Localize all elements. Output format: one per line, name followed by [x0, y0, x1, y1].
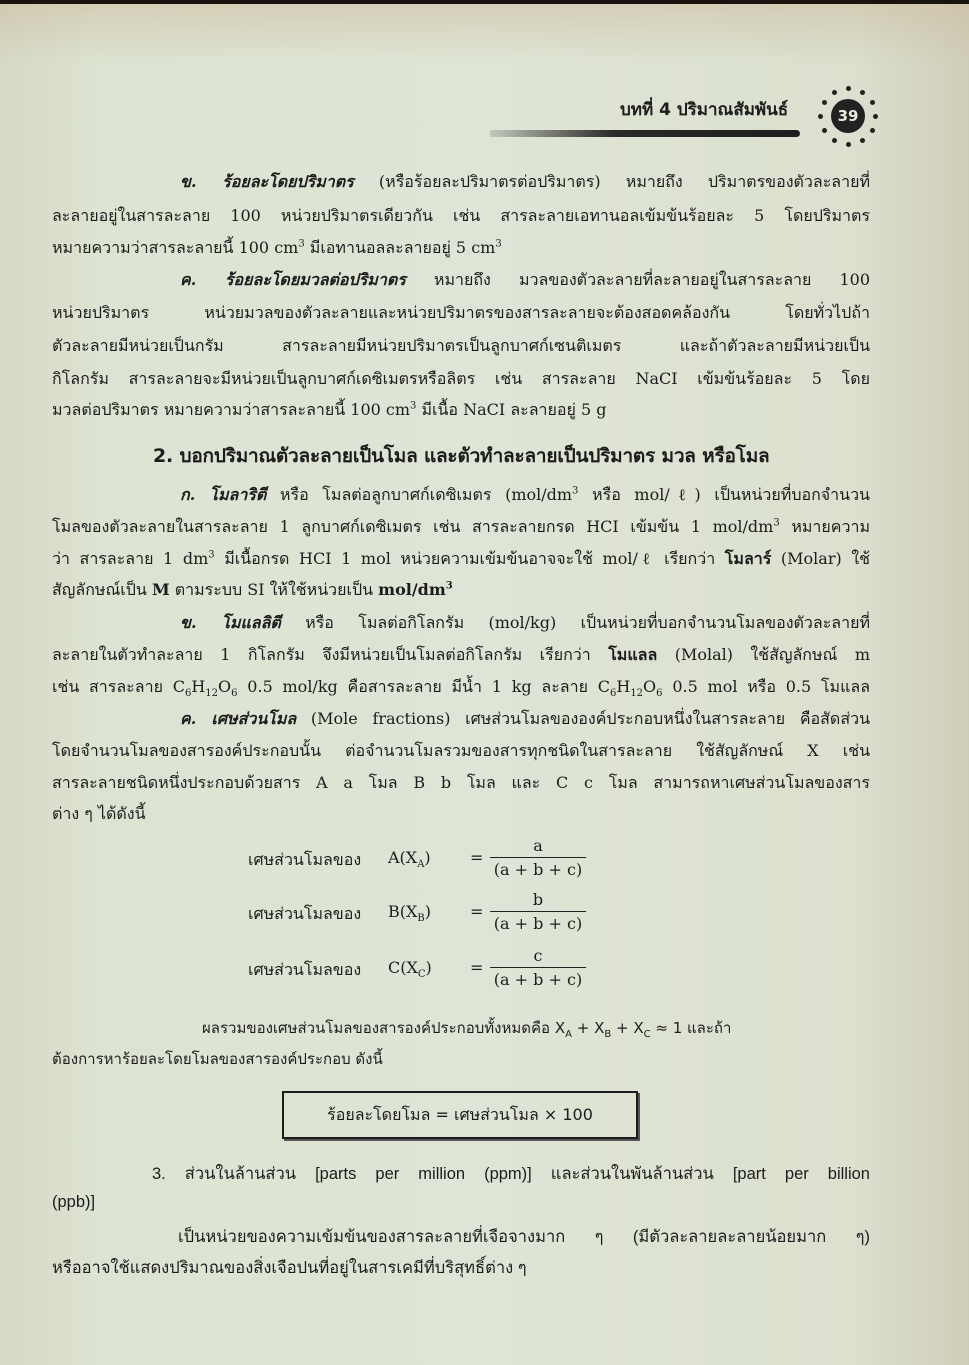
paragraph-line [52, 677, 871, 700]
superscript: 3 [410, 400, 417, 412]
subscript: B [604, 1029, 612, 1040]
text: X [633, 1019, 644, 1037]
subscript: B [417, 913, 425, 925]
term-mole-fraction: ค. เศษส่วนโมล [180, 709, 297, 728]
superscript: 3 [208, 549, 215, 561]
subscript: 6 [609, 688, 617, 700]
section-3-heading: 3. ส่วนในล้านส่วน [parts per million (ppm)] และส่วนในพันล้านส่วน [part per billion [152, 1165, 870, 1183]
text: X [594, 1019, 605, 1037]
text: + [611, 1019, 634, 1037]
boxed-formula-mole-percent: ร้อยละโดยโมล = เศษส่วนโมล × 100 [282, 1091, 638, 1139]
text: มีเอทานอลละลายอยู่ 5 cm [304, 238, 496, 257]
subscript: 12 [205, 688, 219, 700]
paragraph-line [52, 238, 870, 258]
text: (Molal) ใช้สัญลักษณ์ m [657, 645, 870, 664]
fraction [490, 836, 586, 880]
text: มีเนื้อกรด HCI 1 mol หน่วยความเข้มข้นอาจจะใช้ mol/ℓ เรียกว่า [214, 549, 725, 568]
textbook-page [0, 4, 969, 1365]
formula-label: เศษส่วนโมลของ [248, 904, 362, 923]
term-percent-mass-per-volume: ค. ร้อยละโดยมวลต่อปริมาตร [180, 270, 406, 289]
text: หมายความ [779, 517, 870, 536]
superscript: 3 [445, 580, 453, 592]
fraction-bar [490, 967, 586, 968]
text: หมายถึง มวลของตัวละลายที่ละลายอยู่ในสารละลาย 100 [405, 270, 871, 289]
numerator: a [533, 836, 543, 855]
text: ) [424, 848, 431, 867]
paragraph-line [52, 400, 870, 420]
superscript: 3 [572, 485, 579, 497]
section-3-heading-continued: (ppb)] [52, 1193, 96, 1211]
formula-symbol [388, 902, 431, 925]
formula-label: เศษส่วนโมลของ [248, 850, 362, 869]
fraction [490, 890, 586, 934]
paragraph-line: สารละลายชนิดหนึ่งประกอบด้วยสาร A a โมล B b โมล และ C c โมล สามารถหาเศษส่วนโมลของสาร [52, 773, 870, 792]
paragraph-line: หน่วยปริมาตร หน่วยมวลของตัวละลายและหน่วยปริมาตรของสารละลายจะต้องสอดคล้องกัน โดยทั่วไปถ้า [52, 303, 870, 322]
text: 0.5 mol/kg คือสารละลาย มีน้ำ 1 kg ละลาย [237, 677, 598, 696]
paragraph-line [52, 549, 870, 569]
paragraph-line: ละลายอยู่ในสารละลาย 100 หน่วยปริมาตรเดียวกัน เช่น สารละลายเอทานอลเข้มข้นร้อยละ 5 โดยปริมาตร [52, 206, 870, 225]
subscript: A [565, 1029, 572, 1040]
text: ) [425, 958, 432, 977]
term-percent-by-volume: ข. ร้อยละโดยปริมาตร [180, 172, 354, 191]
text: หรือ โมลต่อกิโลกรัม (mol/kg) เป็นหน่วยที่บอกจำนวนโมลของตัวละลายที่ [280, 613, 871, 632]
text: ผลรวมของเศษส่วนโมลของสารองค์ประกอบทั้งหมดคือ [202, 1019, 555, 1037]
section-title: 2. บอกปริมาณตัวละลายเป็นโมล และตัวทำละลายเป็นปริมาตร มวล หรือโมล [153, 445, 770, 467]
paragraph-line [52, 645, 870, 665]
paragraph-line [52, 580, 870, 600]
paragraph-line: หรืออาจใช้แสดงปริมาณของสิ่งเจือปนที่อยู่ในสารเคมีที่บริสุทธิ์ต่าง ๆ [52, 1259, 527, 1277]
text: (Molar) ใช้ [771, 549, 870, 568]
text: C [172, 677, 185, 696]
denominator: (a + b + c) [493, 860, 583, 879]
text: หมายความว่าสารละลายนี้ 100 cm [52, 238, 299, 257]
text: 0.5 mol หรือ 0.5 โมแลล [662, 677, 871, 696]
term-molality: ข. โมแลลิตี [180, 613, 281, 632]
subscript: C [643, 1029, 651, 1040]
page-number-badge [818, 86, 878, 146]
paragraph-line [180, 172, 870, 192]
text: หรือ โมลต่อลูกบาศก์เดซิเมตร (mol/dm [266, 485, 573, 504]
symbol-M: M [151, 580, 170, 599]
text: O [643, 677, 657, 696]
formula-glucose [597, 677, 663, 700]
text: โมลของตัวละลายในสารละลาย 1 ลูกบาศก์เดซิเมตร เช่น สารละลายกรด HCI เข้มข้น 1 mol/dm [52, 517, 774, 536]
superscript: 3 [298, 238, 305, 250]
header-rule [490, 130, 800, 137]
superscript: 3 [773, 517, 780, 529]
fraction-bar [490, 857, 586, 858]
formula-symbol [388, 958, 432, 981]
text: B(X [388, 902, 418, 921]
text: H [191, 677, 206, 696]
equals-sign: = [470, 902, 484, 921]
equals-sign: = [470, 848, 484, 867]
paragraph-line: ต่าง ๆ ได้ดังนี้ [52, 804, 146, 823]
subscript: C [417, 969, 426, 981]
superscript: 3 [495, 238, 502, 250]
paragraph-line: ตัวละลายมีหน่วยเป็นกรัม สารละลายมีหน่วยปริมาตรเป็นลูกบาศก์เซนติเมตร และถ้าตัวละลายมีหน่วยเป็น [52, 336, 870, 355]
equals-sign: = [470, 958, 484, 977]
subscript: A [417, 859, 425, 871]
text: (Mole fractions) เศษส่วนโมลขององค์ประกอบหนึ่งในสารละลาย คือสัดส่วน [296, 709, 871, 728]
denominator: (a + b + c) [493, 970, 583, 989]
text: + [571, 1019, 595, 1037]
text: มวลต่อปริมาตร หมายความว่าสารละลายนี้ 100 cm [52, 400, 411, 419]
text: มีเนื้อ NaCI ละลายอยู่ 5 g [416, 400, 607, 419]
paragraph-line [180, 709, 870, 729]
text: ≈ [650, 1019, 673, 1037]
sum-statement-continued: ต้องการหาร้อยละโดยโมลของสารองค์ประกอบ ดังนี้ [52, 1050, 383, 1068]
text: เช่น สารละลาย [52, 677, 173, 696]
text: X [554, 1019, 566, 1037]
page-number: 39 [831, 99, 865, 133]
subscript: 6 [656, 688, 663, 700]
text: A(X [388, 848, 418, 867]
text: O [218, 677, 232, 696]
formula-glucose [172, 677, 238, 700]
text: 1 และถ้า [672, 1019, 732, 1037]
subscript: 6 [231, 688, 238, 700]
subscript: 6 [184, 688, 192, 700]
paragraph-line [180, 485, 870, 505]
fraction-bar [490, 911, 586, 912]
term-molarity: ก. โมลาริตี [180, 485, 267, 504]
fraction [490, 946, 586, 990]
text: C [597, 677, 610, 696]
formula-label: เศษส่วนโมลของ [248, 960, 362, 979]
paragraph-line: โดยจำนวนโมลของสารองค์ประกอบนั้น ต่อจำนวนโมลรวมของสารทุกชนิดในสารละลาย ใช้สัญลักษณ์ X เช่น [52, 741, 870, 760]
text: C(X [388, 958, 418, 977]
subscript: 12 [630, 688, 644, 700]
text: หรือ mol/ℓ) เป็นหน่วยที่บอกจำนวน [578, 485, 870, 504]
paragraph-line [180, 613, 870, 633]
text: ) [424, 902, 431, 921]
text: สัญลักษณ์เป็น [52, 580, 152, 599]
paragraph-line: กิโลกรัม สารละลายจะมีหน่วยเป็นลูกบาศก์เดซิเมตรหรือลิตร เช่น สารละลาย NaCI เข้มข้นร้อยละ 5 โดย [52, 369, 870, 388]
numerator: c [533, 946, 543, 965]
text: (หรือร้อยละปริมาตรต่อปริมาตร) หมายถึง ปริมาตรของตัวละลายที่ [353, 172, 870, 191]
unit-mol-dm3: mol/dm [378, 580, 446, 599]
text: ละลายในตัวทำละลาย 1 กิโลกรัม จึงมีหน่วยเป็นโมลต่อกิโลกรัม เรียกว่า [52, 645, 609, 664]
term-molal: โมแลล [608, 645, 658, 664]
text: ว่า สารละลาย 1 dm [52, 549, 209, 568]
paragraph-line [180, 270, 870, 290]
term-molar: โมลาร์ [724, 549, 772, 568]
formula-symbol [388, 848, 431, 871]
running-head: บทที่ 4 ปริมาณสัมพันธ์ [620, 100, 789, 120]
text: H [616, 677, 631, 696]
sum-statement [202, 1016, 870, 1040]
text: ตามระบบ SI ให้ใช้หน่วยเป็น [169, 580, 379, 599]
denominator: (a + b + c) [493, 914, 583, 933]
paragraph-line [52, 517, 870, 537]
paragraph-line: เป็นหน่วยของความเข้มข้นของสารละลายที่เจือจางมาก ๆ (มีตัวละลายละลายน้อยมาก ๆ) [178, 1228, 870, 1246]
numerator: b [532, 890, 544, 909]
